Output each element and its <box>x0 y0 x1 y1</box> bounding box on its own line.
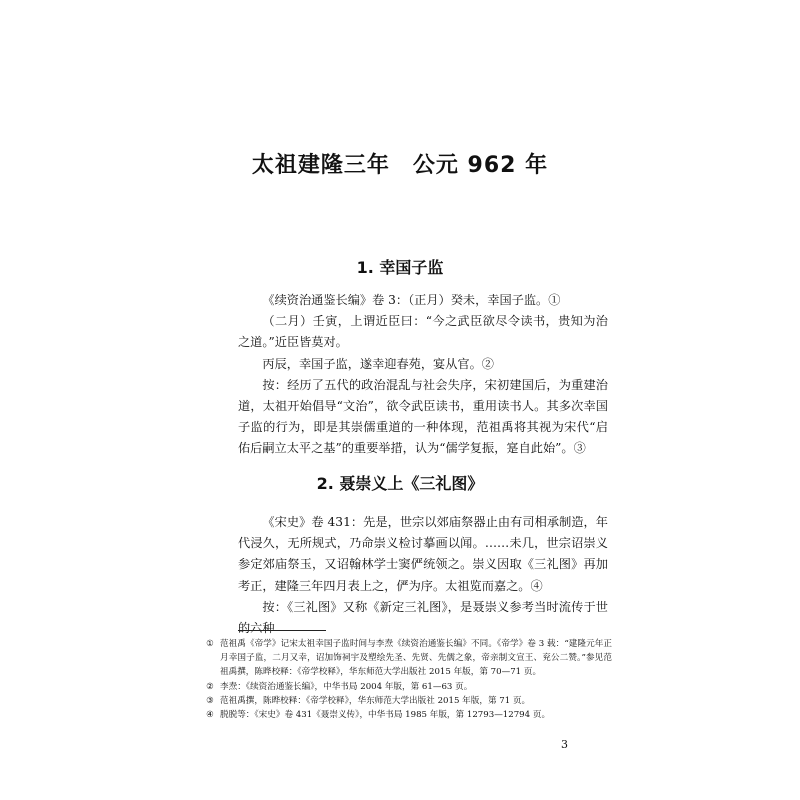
footnote-marker: ① <box>206 639 214 649</box>
footnotes <box>200 637 612 722</box>
paragraph: （二月）壬寅，上谓近臣曰：“今之武臣欲尽令读书，贵知为治之道。”近臣皆莫对。 <box>238 314 608 350</box>
footnote-marker: ③ <box>206 695 214 706</box>
paragraph: 《宋史》卷 431：先是，世宗以郊庙祭器止由有司相承制造，年代浸久，无所规式，乃命崇义检讨摹画以闻。……未几，世宗诏崇义参定郊庙祭玉，又诏翰林学士窦俨统领之。崇义因取《三礼图》再加考正，建隆三年四月表上之，俨为序。太祖览而嘉之。④ <box>238 515 608 593</box>
paragraph: 按：《三礼图》又称《新定三礼图》，是聂崇义参考当时流传于世的六种 <box>238 599 608 636</box>
footnote <box>200 708 612 722</box>
page-number: 3 <box>561 738 568 751</box>
paragraph: 《续资治通鉴长编》卷 3：（正月）癸未，幸国子监。① <box>262 293 561 307</box>
section-heading-1: 1. 幸国子监 <box>356 258 444 277</box>
section-1-body <box>238 290 608 460</box>
footnote-text: 范祖禹《帝学》记宋太祖幸国子监时间与李焘《续资治通鉴长编》不同。《帝学》卷 3 载：“建隆元年正月幸国子监，二月又幸，诏加饰祠宇及塑绘先圣、先贤、先儒之象，帝亲制文宣王、兖公二赞。”参见范祖禹撰，陈晔校释：《帝学校释》，华东师范大学出版社 2015 年版，第 70—71 页。 <box>220 639 612 678</box>
section-2-body <box>238 512 608 639</box>
chapter-title: 太祖建隆三年 公元 962 年 <box>251 153 549 178</box>
section-heading-2: 2. 聂崇义上《三礼图》 <box>316 474 484 493</box>
paragraph: 丙辰，幸国子监，遂幸迎春苑，宴从官。② <box>262 356 494 371</box>
footnote-divider <box>238 630 326 631</box>
paragraph: 按：经历了五代的政治混乱与社会失序，宋初建国后，为重建治道，太祖开始倡导“文治”，欲令武臣读书，重用读书人。其多次幸国子监的行为，即是其崇儒重道的一种体现，范祖禹将其视为宋代“启佑后嗣立太平之基”的重要举措，认为“儒学复振，寔自此始”。③ <box>238 377 608 456</box>
footnote <box>200 694 612 708</box>
footnote <box>200 680 612 694</box>
footnote-text: 范祖禹撰，陈晔校释：《帝学校释》，华东师范大学出版社 2015 年版，第 71 页。 <box>220 695 531 706</box>
footnote-text: 李焘：《续资治通鉴长编》，中华书局 2004 年版，第 61—63 页。 <box>220 681 473 692</box>
footnote-text: 脱脱等：《宋史》卷 431《聂崇义传》，中华书局 1985 年版，第 12793—12794 页。 <box>220 710 551 721</box>
footnote <box>200 637 612 680</box>
footnote-marker: ④ <box>206 710 214 721</box>
footnote-marker: ② <box>206 681 214 692</box>
